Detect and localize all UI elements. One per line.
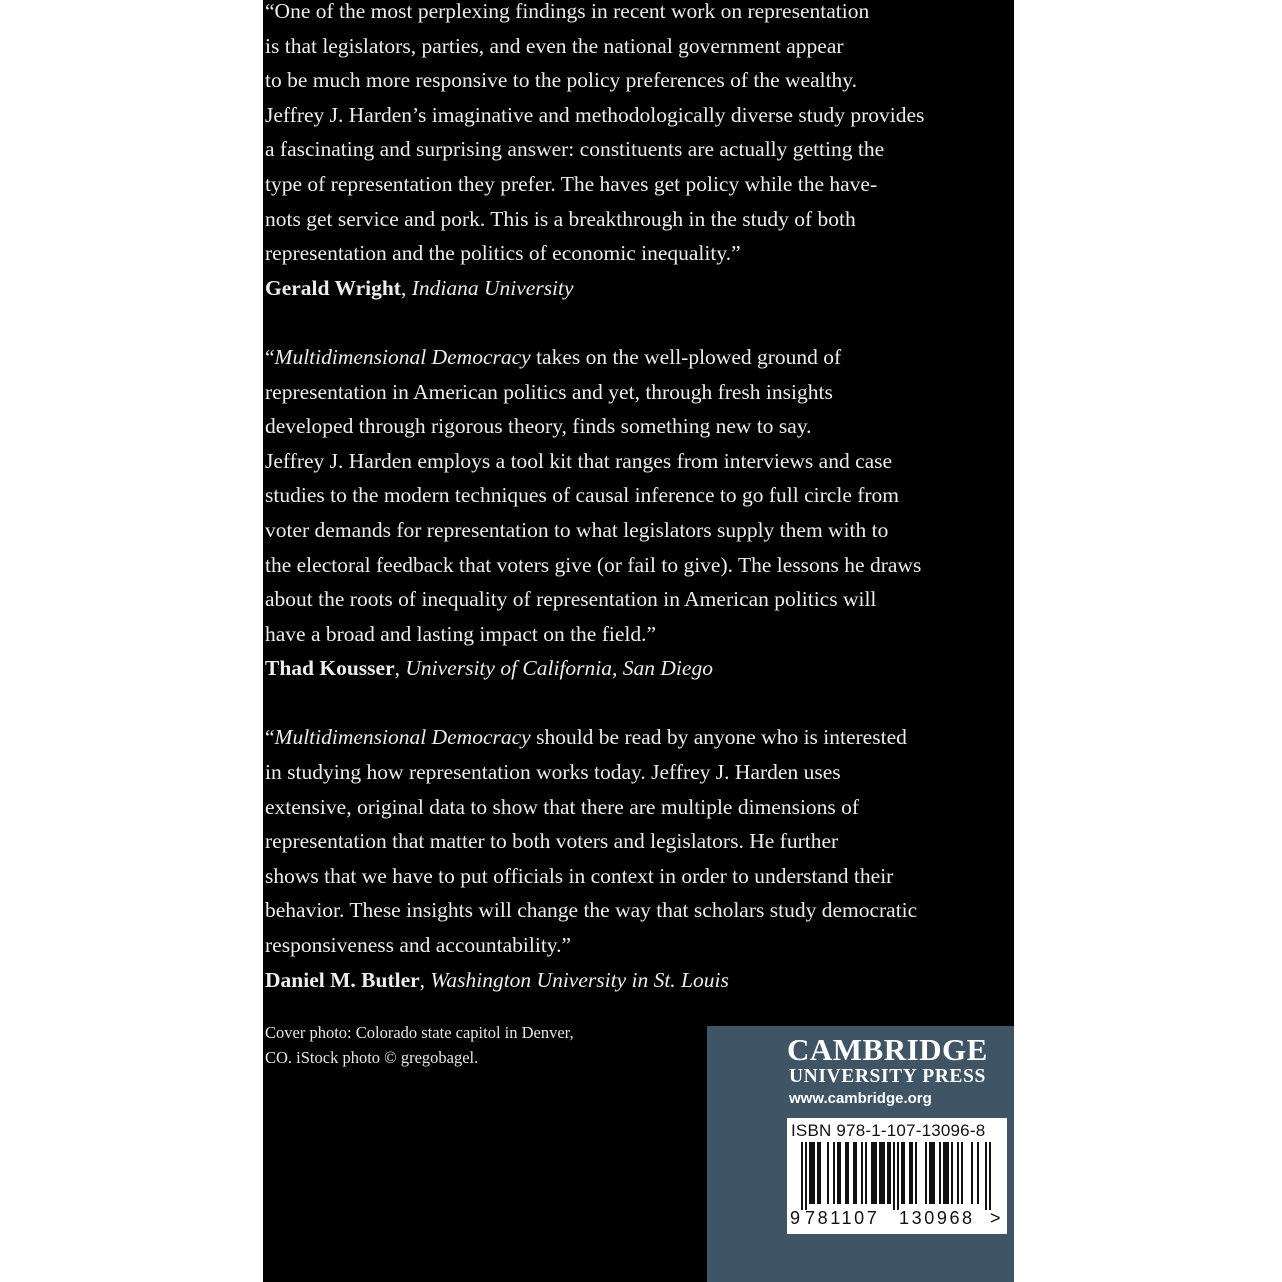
- endorsement-3: [265, 720, 955, 997]
- barcode-bar: [833, 1142, 835, 1204]
- barcode-bar: [961, 1142, 963, 1204]
- barcode-bar: [839, 1142, 841, 1204]
- blurb-line: responsiveness and accountability.”: [265, 933, 572, 958]
- blurb-line-rest: should be read by anyone who is interested: [530, 725, 907, 750]
- barcode-digits-right: 130968: [899, 1208, 975, 1228]
- isbn-barcode: [787, 1118, 1007, 1234]
- blurb-line: extensive, original data to show that there are multiple dimensions of: [265, 794, 860, 819]
- barcode-bar: [977, 1142, 979, 1204]
- endorser-institution: Indiana University: [411, 275, 574, 300]
- blurb-line: the electoral feedback that voters give (or fail to give). The lessons he draws: [265, 552, 922, 577]
- barcode-bar: [879, 1142, 881, 1204]
- barcode-guard-bar: [897, 1142, 899, 1210]
- publisher-panel: [707, 1026, 1014, 1282]
- blurb-line: about the roots of inequality of representation in American politics will: [265, 587, 877, 612]
- barcode-bar: [845, 1142, 847, 1204]
- barcode-bar: [853, 1142, 855, 1204]
- endorsement-2: [265, 340, 955, 686]
- barcode-bar: [873, 1142, 875, 1204]
- attribution: Daniel M. Butler, Washington University in St. Louis: [265, 967, 729, 992]
- blurb-line: “One of the most perplexing findings in recent work on representation: [265, 0, 870, 23]
- barcode-bar: [813, 1142, 815, 1204]
- blurb-line: behavior. These insights will change the way that scholars study democratic: [265, 898, 918, 923]
- barcode-bar: [837, 1142, 839, 1204]
- barcode-guard-bar: [989, 1142, 991, 1210]
- barcode-digit-first: 9: [790, 1208, 801, 1228]
- barcode-bar: [951, 1142, 953, 1204]
- blurb-first-line: “Multidimensional Democracy takes on the well-plowed ground of: [265, 344, 842, 369]
- barcode-bar: [875, 1142, 877, 1204]
- book-title: Multidimensional Democracy: [274, 725, 531, 750]
- barcode-bar: [847, 1142, 849, 1204]
- barcode-bar: [819, 1142, 821, 1204]
- endorser-institution: University of California, San Diego: [405, 656, 713, 681]
- endorser-institution: Washington University in St. Louis: [430, 967, 729, 992]
- endorsements: [265, 0, 955, 1032]
- barcode-bar: [947, 1142, 949, 1204]
- barcode-bar: [915, 1142, 917, 1204]
- barcode-bar: [855, 1142, 857, 1204]
- barcode-bar: [889, 1142, 891, 1204]
- barcode-bar: [901, 1142, 903, 1204]
- book-title: Multidimensional Democracy: [274, 344, 531, 369]
- barcode-bar: [939, 1142, 941, 1204]
- blurb-first-line: “Multidimensional Democracy should be read by anyone who is interested: [265, 725, 907, 750]
- publisher-name: CAMBRIDGE: [787, 1032, 988, 1067]
- blurb-line: voter demands for representation to what legislators supply them with to: [265, 517, 889, 542]
- attribution: Thad Kousser, University of California, San Diego: [265, 656, 713, 681]
- endorser-name: Thad Kousser: [265, 656, 395, 681]
- credit-line: CO. iStock photo © gregobagel.: [265, 1048, 479, 1067]
- blurb-line: have a broad and lasting impact on the field.”: [265, 621, 657, 646]
- barcode-bar: [909, 1142, 911, 1204]
- barcode-bar: [861, 1142, 863, 1204]
- barcode-guard-bar: [805, 1142, 807, 1210]
- blurb-line: Jeffrey J. Harden’s imaginative and methodologically diverse study provides: [265, 102, 925, 127]
- barcode-bar: [809, 1142, 811, 1204]
- cover-photo-credit: [265, 1020, 685, 1070]
- credit-line: Cover photo: Colorado state capitol in Denver,: [265, 1023, 574, 1042]
- barcode-bar: [811, 1142, 813, 1204]
- barcode-bar: [931, 1142, 933, 1204]
- blurb-line: developed through rigorous theory, finds something new to say.: [265, 414, 812, 439]
- barcode-guard-bar: [893, 1142, 895, 1210]
- endorsement-1: [265, 0, 955, 305]
- blurb-line: in studying how representation works today. Jeffrey J. Harden uses: [265, 760, 841, 785]
- attribution: Gerald Wright, Indiana University: [265, 275, 574, 300]
- blurb-line: Jeffrey J. Harden employs a tool kit that ranges from interviews and case: [265, 448, 893, 473]
- blurb-line: studies to the modern techniques of causal inference to go full circle from: [265, 483, 900, 508]
- barcode-guard-bar: [801, 1142, 803, 1210]
- barcode-bar: [871, 1142, 873, 1204]
- blurb-line: a fascinating and surprising answer: constituents are actually getting the: [265, 137, 885, 162]
- barcode-bar: [887, 1142, 889, 1204]
- blurb-line-rest: takes on the well-plowed ground of: [530, 344, 842, 369]
- endorser-name: Daniel M. Butler: [265, 967, 420, 992]
- barcode-bar: [957, 1142, 959, 1204]
- blurb-line: shows that we have to put officials in context in order to understand their: [265, 863, 894, 888]
- blurb-line: to be much more responsive to the policy preferences of the wealthy.: [265, 68, 858, 93]
- endorser-name: Gerald Wright: [265, 275, 401, 300]
- barcode-bar: [971, 1142, 973, 1204]
- barcode-digits: [787, 1208, 1007, 1230]
- blurb-line: nots get service and pork. This is a breakthrough in the study of both: [265, 206, 856, 231]
- barcode-bar: [911, 1142, 913, 1204]
- barcode-bar: [883, 1142, 885, 1204]
- barcode-bars: [787, 1118, 1007, 1210]
- blurb-line: representation in American politics and yet, through fresh insights: [265, 379, 833, 404]
- barcode-guard-bar: [985, 1142, 987, 1210]
- blurb-line: representation that matter to both voters and legislators. He further: [265, 829, 839, 854]
- back-cover: [263, 0, 1014, 1282]
- barcode-bar: [925, 1142, 927, 1204]
- publisher-subname: UNIVERSITY PRESS: [789, 1066, 986, 1087]
- barcode-bar: [817, 1142, 819, 1204]
- barcode-bar: [945, 1142, 947, 1204]
- blurb-line: type of representation they prefer. The haves get policy while the have-: [265, 171, 878, 196]
- barcode-digits-left: 781107: [805, 1208, 880, 1228]
- blurb-line: is that legislators, parties, and even the national government appear: [265, 33, 844, 58]
- barcode-bar: [933, 1142, 935, 1204]
- barcode-bar: [929, 1142, 931, 1204]
- barcode-arrow: >: [990, 1208, 1001, 1228]
- blurb-line: representation and the politics of economic inequality.”: [265, 241, 741, 266]
- publisher-url: www.cambridge.org: [789, 1090, 932, 1107]
- barcode-bar: [943, 1142, 945, 1204]
- isbn-label: ISBN 978-1-107-13096-8: [791, 1121, 986, 1140]
- barcode-bar: [827, 1142, 829, 1204]
- barcode-bar: [903, 1142, 905, 1204]
- barcode-bar: [865, 1142, 867, 1204]
- barcode-bar: [881, 1142, 883, 1204]
